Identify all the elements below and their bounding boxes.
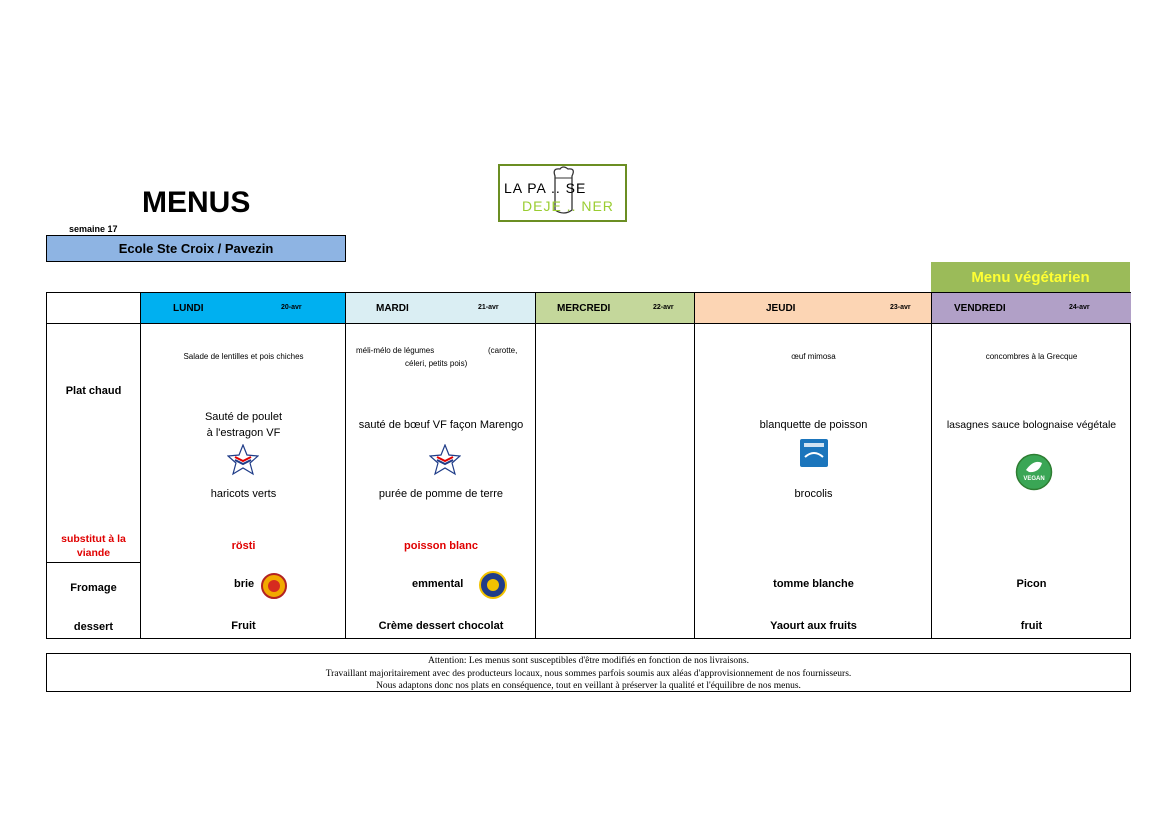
lundi-plat-line2: à l'estragon VF xyxy=(206,427,281,439)
aop-label-icon xyxy=(479,571,507,599)
mardi-plat: sauté de bœuf VF façon Marengo xyxy=(358,419,524,431)
lundi-entree: Salade de lentilles et pois chiches xyxy=(183,352,304,361)
mardi-substitut: poisson blanc xyxy=(404,540,478,552)
lundi-accompagnement: haricots verts xyxy=(210,488,277,500)
day-header-vendredi: VENDREDI 24-avr xyxy=(932,293,1131,323)
vendredi-dessert: fruit xyxy=(1020,620,1043,632)
lundi-substitut: rösti xyxy=(231,540,256,552)
row-label-dessert: dessert xyxy=(73,621,114,633)
la-pause-dejeuner-logo xyxy=(498,164,627,222)
menu-table xyxy=(46,292,1131,639)
viandes-de-france-logo xyxy=(227,444,259,476)
logo-text-top: LA PA .. SE xyxy=(504,180,587,196)
day-header-mercredi: MERCREDI 22-avr xyxy=(536,293,695,323)
mardi-accompagnement: purée de pomme de terre xyxy=(378,488,504,500)
notice-line-3: Nous adaptons donc nos plats en conséquence, tout en veillant à préserver la qualité et l'équilibre de nos menus. xyxy=(376,681,801,691)
vendredi-plat: lasagnes sauce bolognaise végétale xyxy=(946,419,1117,431)
jeudi-accompagnement: brocolis xyxy=(794,488,833,500)
notice-box xyxy=(46,653,1131,692)
mardi-entree-line2: céleri, petits pois) xyxy=(405,359,468,368)
vendredi-entree: concombres à la Grecque xyxy=(985,352,1078,361)
vegetarian-menu-banner: Menu végétarien xyxy=(931,262,1130,292)
day-header-lundi: LUNDI 20-avr xyxy=(141,293,346,323)
mardi-entree-line1b: (carotte, xyxy=(488,346,518,355)
row-label-fromage: Fromage xyxy=(70,582,117,594)
jeudi-plat: blanquette de poisson xyxy=(759,419,868,431)
school-name: Ecole Ste Croix / Pavezin xyxy=(46,235,346,262)
week-label: semaine 17 xyxy=(69,224,118,234)
day-header-mardi: MARDI 21-avr xyxy=(346,293,536,323)
msc-label-icon xyxy=(799,438,829,468)
logo-text-bottom: DEJE .. NER xyxy=(522,198,614,214)
mardi-fromage: emmental xyxy=(412,578,464,590)
vegan-label: VEGAN xyxy=(1023,476,1045,482)
jeudi-dessert: Yaourt aux fruits xyxy=(770,620,857,632)
page-title: MENUS xyxy=(142,186,251,219)
row-label-substitut: substitut à la viande xyxy=(61,533,126,559)
lundi-dessert: Fruit xyxy=(231,620,256,632)
viandes-de-france-logo xyxy=(429,444,461,476)
day-header-jeudi: JEUDI 23-avr xyxy=(695,293,932,323)
jeudi-fromage: tomme blanche xyxy=(773,578,854,590)
mardi-entree-line1: méli-mélo de légumes xyxy=(356,346,435,355)
vendredi-fromage: Picon xyxy=(1016,578,1047,590)
notice-line-1: Attention: Les menus sont susceptibles d'être modifiés en fonction de nos livraisons. xyxy=(428,656,749,666)
aop-label-icon xyxy=(261,573,287,599)
row-label-plat-chaud: Plat chaud xyxy=(65,385,122,397)
mardi-dessert: Crème dessert chocolat xyxy=(378,620,504,632)
lundi-fromage: brie xyxy=(234,578,255,590)
lundi-plat-line1: Sauté de poulet xyxy=(204,411,283,423)
notice-line-2: Travaillant majoritairement avec des producteurs locaux, nous sommes parfois soumis aux aléas d'approvisionnement de nos fournisseurs. xyxy=(325,668,852,679)
jeudi-entree: œuf mimosa xyxy=(791,352,836,361)
vegan-icon xyxy=(1015,453,1053,491)
